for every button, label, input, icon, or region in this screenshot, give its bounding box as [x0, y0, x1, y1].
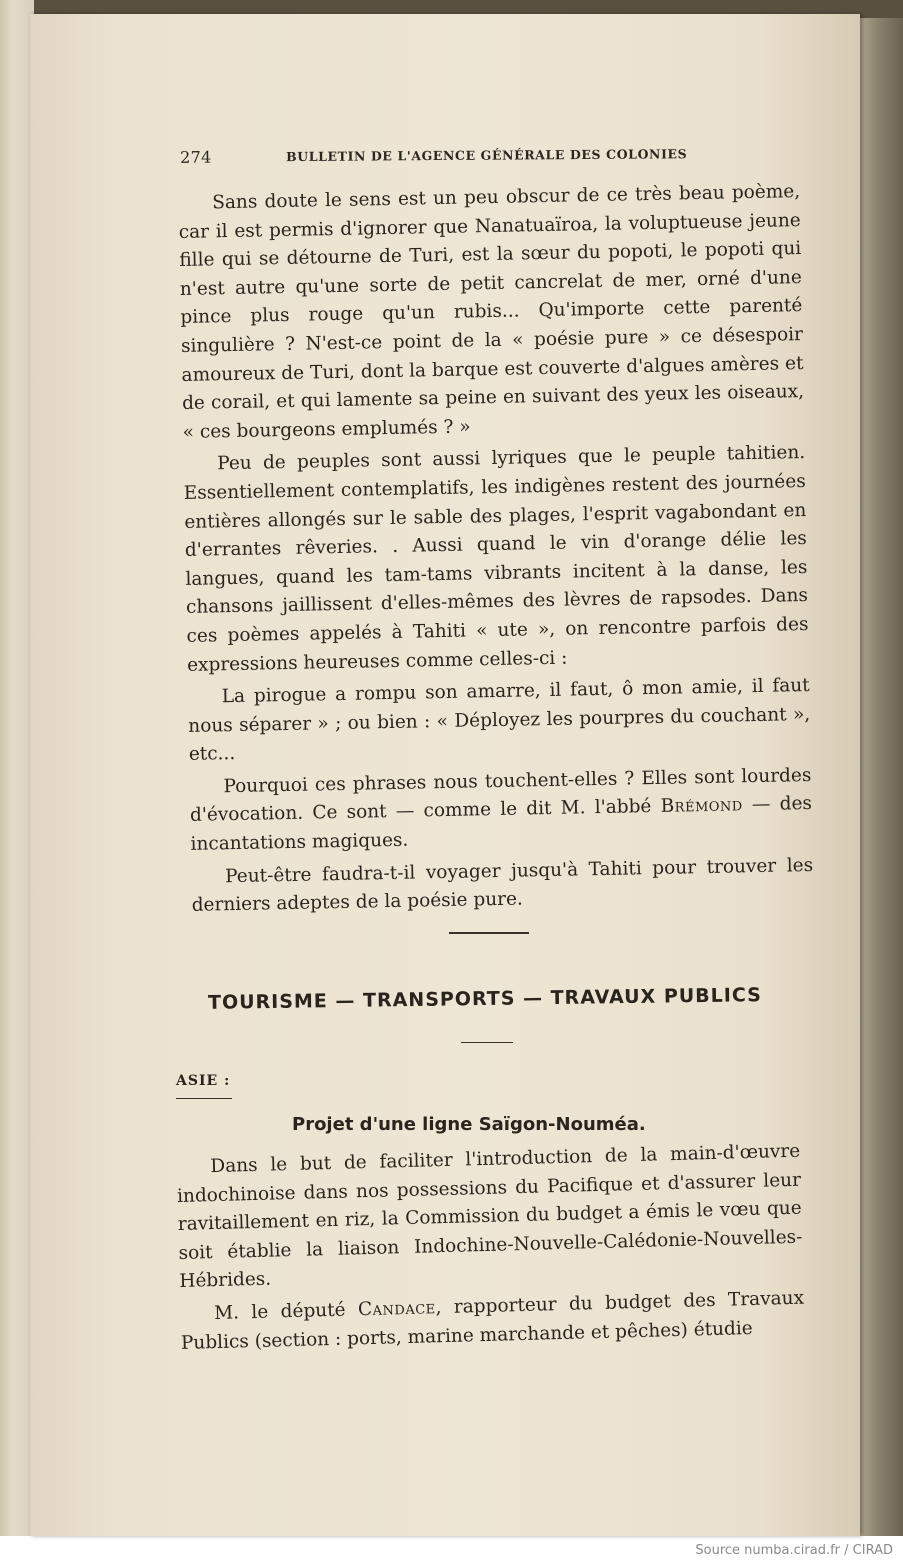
section-separator [449, 932, 529, 934]
book-right-curl [855, 18, 903, 1536]
paragraph-5: Peut-être faudra-t-il voyager jusqu'à Tahiti pour trouver les derniers adeptes de la poésie pure. [191, 854, 814, 917]
article-paragraph-2 [180, 1285, 805, 1359]
article-body-top [178, 178, 814, 925]
author-name-bremond: Brémond [660, 794, 743, 818]
book-left-edge [0, 0, 34, 1536]
source-credit: Source numba.cirad.fr / CIRAD [695, 1543, 893, 1558]
paragraph-3: La pirogue a rompu son amarre, il faut, ô mon amie, il faut nous séparer » ; ou bien : « Déployez les pourpres du couchant », etc... [188, 675, 811, 766]
region-rule [176, 1098, 232, 1099]
article-body-bottom [176, 1138, 805, 1362]
region-label: ASIE : [176, 1073, 231, 1089]
section-title-rule [461, 1042, 513, 1043]
paragraph-4-text-a: Pourquoi ces phrases nous touchent-elles ? Elles sont lourdes d'évocation. Ce sont — comme le dit M. l'abbé [189, 764, 812, 827]
page-number: 274 [180, 147, 212, 167]
paragraph-1: Sans doute le sens est un peu obscur de ce très beau poème, car il est permis d'ignorer que Nanatuaïroa, la voluptueuse jeune fille qui se détourne de Turi, est la sœur du popoti, le popoti qui n'est autre qu'une sorte de petit cancrelat de mer, orné d'une pince plus rouge qu'un rubis... Qu'importe cette parenté singulière ? N'est-ce point de la « poésie pure » ce désespoir amoureux de Turi, dont la barque est couverte d'algues amères et de corail, et qui lamente sa peine en suivant des yeux les oiseaux, « ces bourgeons emplumés ? » [178, 181, 805, 443]
article-paragraph-1: Dans le but de faciliter l'introduction de la main-d'œuvre indochinoise dans nos possessions du Pacifique et d'assurer leur ravitaillement en riz, la Commission du budget a émis le vœu que soit établie la liaison Indochine-Nouvelle-Calédonie-Nouvelles-Hébrides. [176, 1140, 803, 1293]
paragraph-2: Peu de peuples sont aussi lyriques que le peuple tahitien. Essentiellement contemplatifs, les indigènes restent des journées entières allongés sur le sable des plages, l'esprit vagabondant en d'errantes rêveries. . Aussi quand le vin d'orange délie les langues, quand les tam-tams vibrants incitent à la danse, les chansons jaillissent d'elles-mêmes des lèvres de rapsodes. Dans ces poèmes appelés à Tahiti « ute », on rencontre parfois des expressions heureuses comme celles-ci : [183, 442, 809, 676]
paragraph-4-text-b: — des incantations magiques. [190, 793, 813, 855]
section-title: TOURISME — TRANSPORTS — TRAVAUX PUBLICS [207, 984, 763, 1014]
running-title: BULLETIN DE L'AGENCE GÉNÉRALE DES COLONIES [286, 146, 688, 165]
article-paragraph-2-text-a: M. le député [213, 1299, 359, 1325]
author-name-candace: Candace [357, 1297, 436, 1321]
article-paragraph-2-text-b: , rapporteur du budget des Travaux Publics (section : ports, marine marchande et pêches) étudie [180, 1287, 805, 1354]
paragraph-4 [189, 762, 813, 860]
article-title: Projet d'une ligne Saïgon-Nouméa. [292, 1114, 646, 1135]
